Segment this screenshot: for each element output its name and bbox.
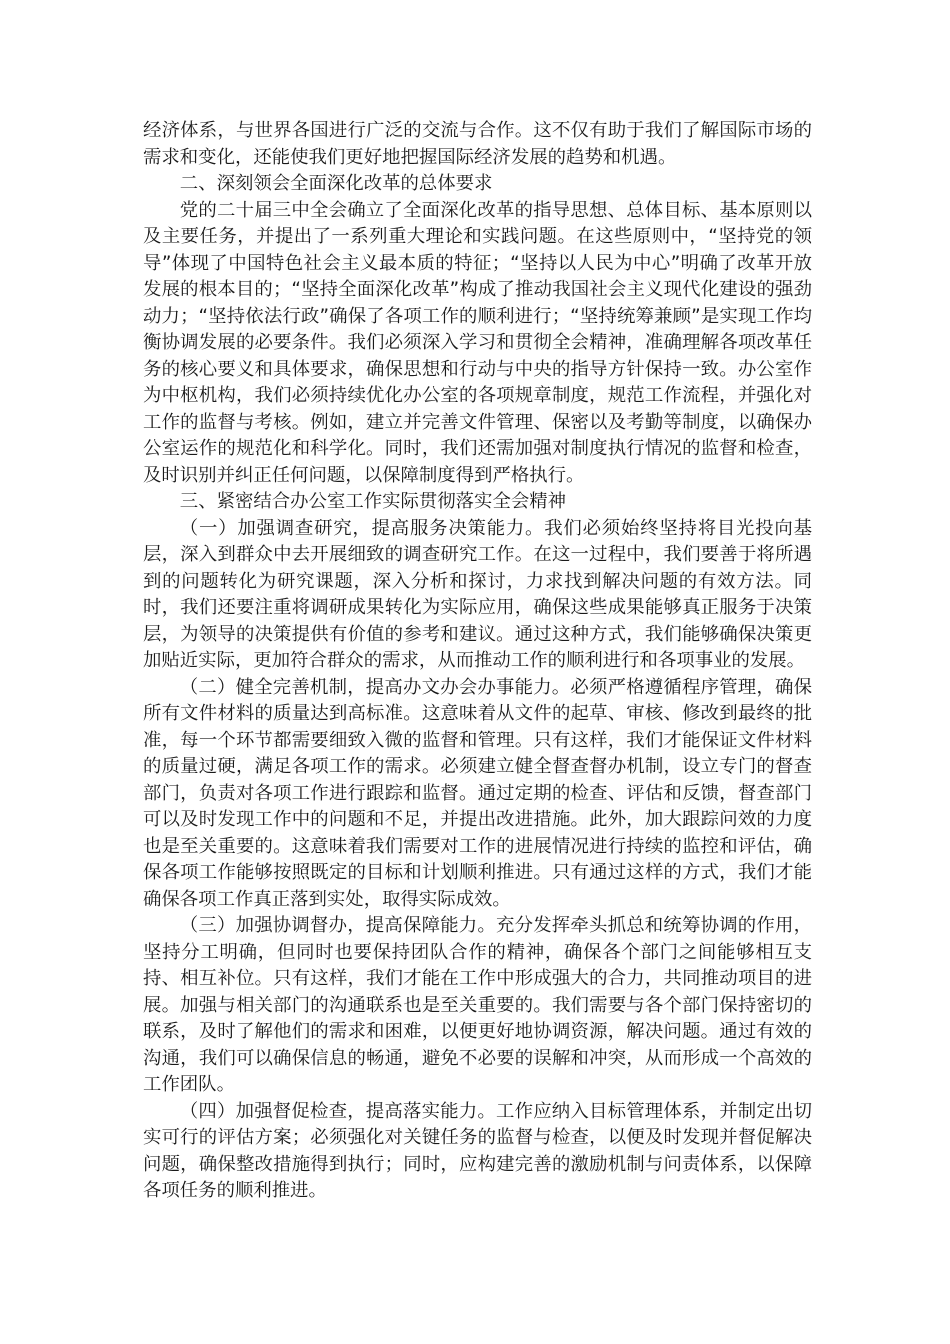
section-heading-2: 二、深刻领会全面深化改革的总体要求 — [179, 173, 493, 194]
subsection-2: （二）健全完善机制，提高办文办会办事能力。必须严格遵循程序管理，确保所有文件材料的质量达到高标准。这意味着从文件的起草、审核、修改到最终的批准，每一个环节都需要细致入微的监督和管理。只有这样，我们才能保证文件材料的质量过硬，满足各项工作的需求。必须建立健全督查督办机制，设立专门的督查部门，负责对各项工作进行跟踪和监督。通过定期的检查、评估和反馈，督查部门可以及时发现工作中的问题和不足，并提出改进措施。此外，加大跟踪问效的力度也是至关重要的。这意味着我们需要对工作的进展情况进行持续的监控和评估，确保各项工作能够按照既定的目标和计划顺利推进。只有通过这样的方式，我们才能确保各项工作真正落到实处，取得实际成效。 — [143, 676, 812, 910]
paragraph-continuation: 经济体系，与世界各国进行广泛的交流与合作。这不仅有助于我们了解国际市场的需求和变化，还能使我们更好地把握国际经济发展的趋势和机遇。 — [143, 120, 812, 168]
subsection-4: （四）加强督促检查，提高落实能力。工作应纳入目标管理体系，并制定出切实可行的评估方案；必须强化对关键任务的监督与检查，以便及时发现并督促解决问题，确保整改措施得到执行；同时，应构建完善的激励机制与问责体系，以保障各项任务的顺利推进。 — [143, 1100, 812, 1201]
paragraph-principles: 党的二十届三中全会确立了全面深化改革的指导思想、总体目标、基本原则以及主要任务，并提出了一系列重大理论和实践问题。在这些原则中，“坚持党的领导”体现了中国特色社会主义最本质的特征；“坚持以人民为中心”明确了改革开放发展的根本目的；“坚持全面深化改革”构成了推动我国社会主义现代化建设的强劲动力；“坚持依法行政”确保了各项工作的顺利进行；“坚持统筹兼顾”是实现工作均衡协调发展的必要条件。我们必须深入学习和贯彻全会精神，准确理解各项改革任务的核心要义和具体要求，确保思想和行动与中央的指导方针保持一致。办公室作为中枢机构，我们必须持续优化办公室的各项规章制度，规范工作流程，并强化对工作的监督与考核。例如，建立并完善文件管理、保密以及考勤等制度，以确保办公室运作的规范化和科学化。同时，我们还需加强对制度执行情况的监督和检查，及时识别并纠正任何问题，以保障制度得到严格执行。 — [143, 199, 812, 486]
subsection-3: （三）加强协调督办，提高保障能力。充分发挥牵头抓总和统筹协调的作用，坚持分工明确，但同时也要保持团队合作的精神，确保各个部门之间能够相互支持、相互补位。只有这样，我们才能在工作中形成强大的合力，共同推动项目的进展。加强与相关部门的沟通联系也是至关重要的。我们需要与各个部门保持密切的联系，及时了解他们的需求和困难，以便更好地协调资源，解决问题。通过有效的沟通，我们可以确保信息的畅通，避免不必要的误解和冲突，从而形成一个高效的工作团队。 — [143, 915, 812, 1095]
subsection-1: （一）加强调查研究，提高服务决策能力。我们必须始终坚持将目光投向基层，深入到群众中去开展细致的调查研究工作。在这一过程中，我们要善于将所遇到的问题转化为研究课题，深入分析和探讨，力求找到解决问题的有效方法。同时，我们还要注重将调研成果转化为实际应用，确保这些成果能够真正服务于决策层，为领导的决策提供有价值的参考和建议。通过这种方式，我们能够确保决策更加贴近实际，更加符合群众的需求，从而推动工作的顺利进行和各项事业的发展。 — [143, 517, 812, 671]
document-page — [143, 118, 812, 1205]
section-heading-3: 三、紧密结合办公室工作实际贯彻落实全会精神 — [179, 491, 567, 512]
